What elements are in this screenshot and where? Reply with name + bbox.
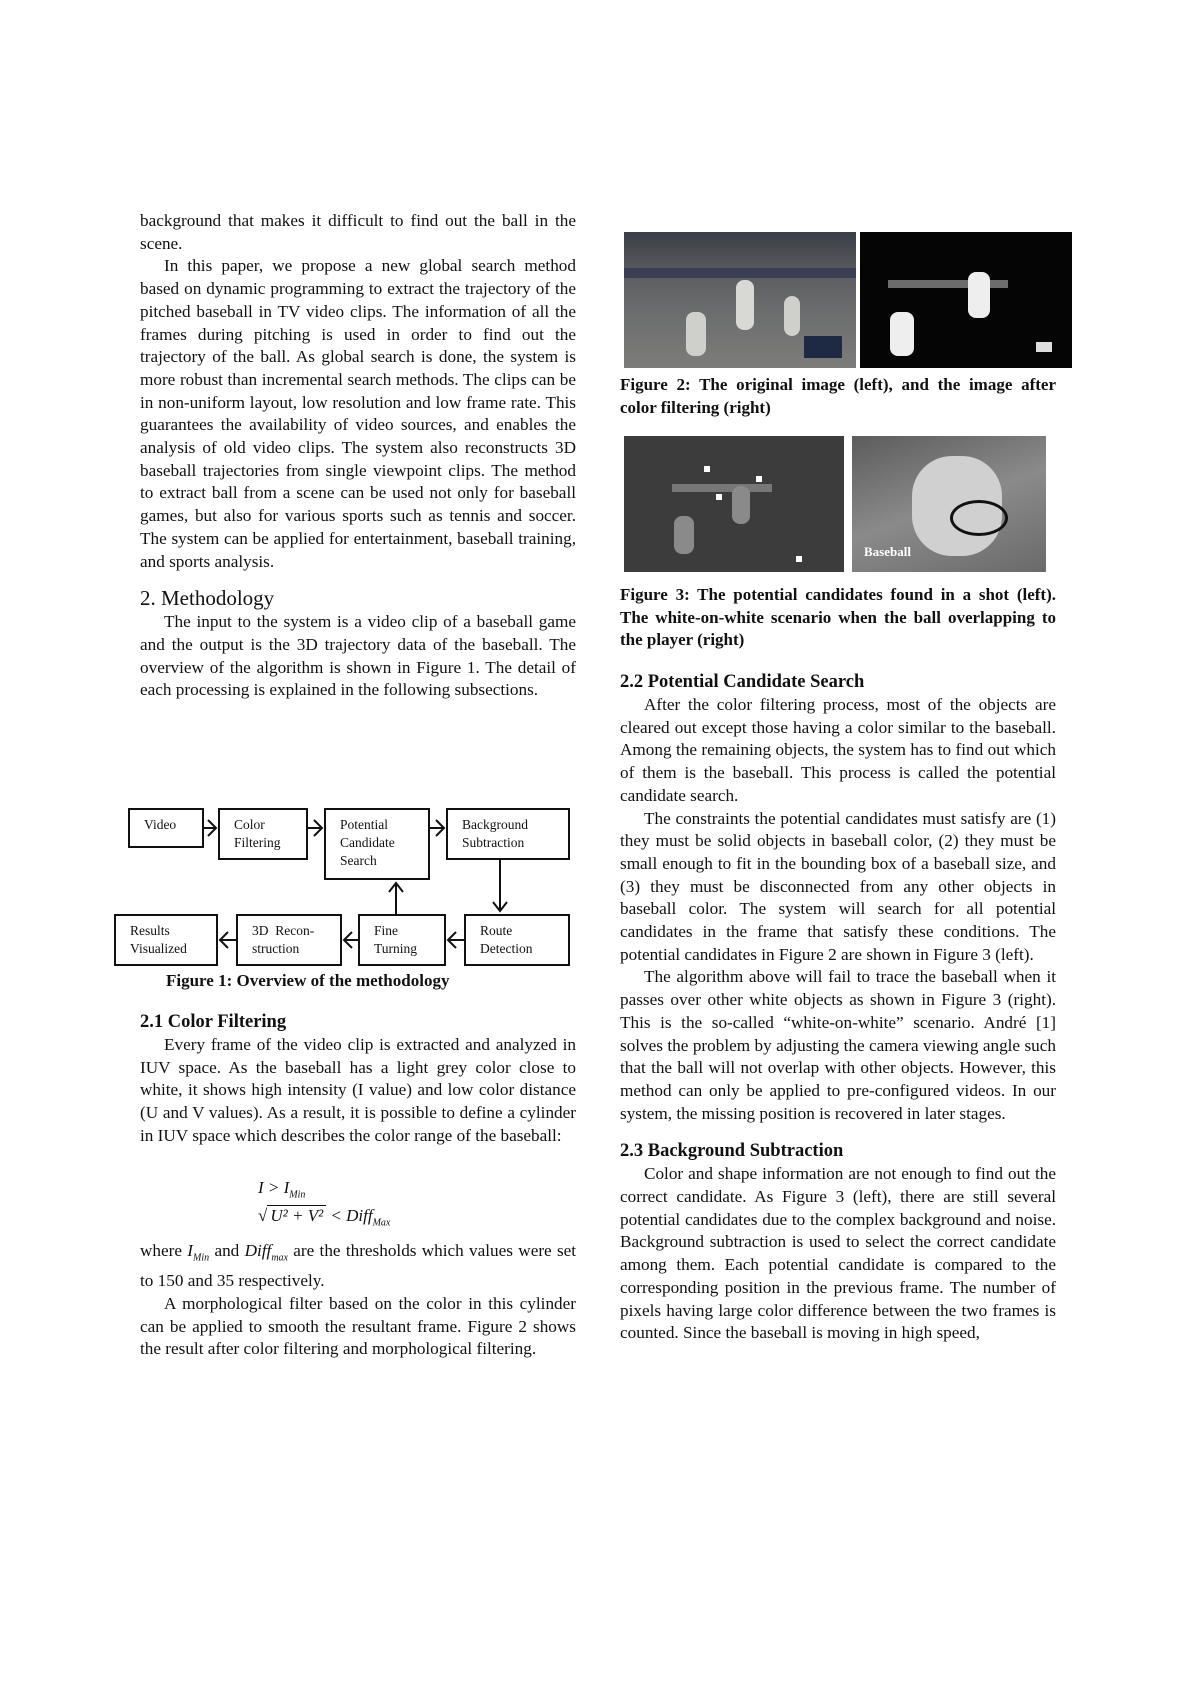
candidate-dot <box>704 466 710 472</box>
arrowhead <box>208 820 216 836</box>
pitcher-shape <box>736 280 754 330</box>
figure-3-caption: Figure 3: The potential candidates found in a shot (left). The white-on-white scenario when the ball overlapping to the player (right) <box>620 585 1056 650</box>
flow-box-video <box>128 808 204 848</box>
flow-label-video: Video <box>144 817 177 832</box>
flow-box-3d-reconstruction <box>236 914 342 966</box>
paragraph-proposal: In this paper, we propose a new global search method based on dynamic programming to extract the trajectory of the pitched baseball in TV video clips. The information of all the frames during pitching is used in order to find out the trajectory of the ball. As global search is done, the system is more robust than incremental search methods. The clips can be in non-uniform layout, low resolution and low frame rate. This guarantees the availability of video sources, and enables the analysis of old video clips. The system also reconstructs 3D baseball trajectories from single viewpoint clips. The method to extract ball from a scene can be used not only for baseball games, but also for various sports such as tennis and soccer. The system can be applied for entertainment, baseball training, and sports analysis. <box>140 256 576 571</box>
paragraph-candidate-2: The constraints the potential candidates must satisfy are (1) they must be solid objects in baseball color, (2) they must be small enough to fit in the bounding box of a baseball size, and (3) they must be disconnected from any other objects in baseball color. The system will search for all potential candidates in the frame that satisfy these conditions. The potential candidates in Figure 2 are shown in Figure 3 (left). <box>620 808 1056 964</box>
flow-label: 3D Recon- <box>252 923 315 938</box>
figure-2-caption: Figure 2: The original image (left), and the image after color filtering (right) <box>620 375 1056 417</box>
filtered-noise <box>1036 342 1052 352</box>
flow-label: Search <box>340 853 377 868</box>
flow-label: Filtering <box>234 835 281 850</box>
where-text: were set to 150 and 35 respectively. <box>140 1241 577 1291</box>
candidate-dot <box>716 494 722 500</box>
flow-label: Potential <box>340 817 388 832</box>
filtered-batter <box>890 312 914 356</box>
flow-box-background-subtraction <box>446 808 570 860</box>
figure-2-filtered-image <box>860 232 1072 368</box>
heading-background-subtraction: 2.3 Background Subtraction <box>620 1141 844 1162</box>
left-column-lower <box>140 1010 576 1148</box>
candidate-dot <box>796 556 802 562</box>
figure-3-white-on-white-image <box>852 436 1046 572</box>
paragraph-background: Color and shape information are not enough to find out the correct candidate. As Figure 3 (left), there are still several potential candidates due to the complex background and noise. Background subtraction is used to select the correct candidate among them. Each potential candidate is compared to the corresponding position in the previous frame. The number of pixels having large color difference between the two frames is counted. Since the baseball is moving in high speed, <box>620 1164 1056 1343</box>
flow-label: Color <box>234 817 265 832</box>
batter-shape <box>686 312 706 356</box>
flow-box-color-filtering <box>218 808 308 860</box>
eq-text: I > I <box>258 1178 290 1197</box>
paragraph-intro-end: background that makes it difficult to find out the ball in the scene. <box>140 211 576 253</box>
candidate-dot <box>756 476 762 482</box>
candidate-player <box>732 486 750 524</box>
flow-label: Turning <box>374 941 418 956</box>
flow-box-results-visualized <box>114 914 218 966</box>
flow-label: struction <box>252 941 300 956</box>
eq-text: < Diff <box>330 1206 373 1225</box>
flow-label: Background <box>462 817 528 832</box>
flow-box-fine-turning <box>358 914 446 966</box>
flow-box-route-detection <box>464 914 570 966</box>
left-column <box>140 210 576 702</box>
stadium-banner <box>624 268 856 278</box>
where-text: where <box>140 1241 182 1260</box>
filtered-pitcher <box>968 272 990 318</box>
figure-2-original-image <box>624 232 856 368</box>
figure-3-baseball-label: Baseball <box>864 544 911 559</box>
symbol-i: I <box>187 1241 194 1260</box>
paragraph-methodology: The input to the system is a video clip of a baseball game and the output is the 3D trajectory data of the baseball. The overview of the algorithm is shown in Figure 1. The detail of each processing is explained in the following subsections. <box>140 612 576 700</box>
flow-label: Fine <box>374 923 399 938</box>
candidate-banner <box>672 484 772 492</box>
arrowhead <box>314 820 322 836</box>
candidate-player <box>674 516 694 554</box>
figure-1-caption: Figure 1: Overview of the methodology <box>166 971 450 990</box>
symbol-sub: Min <box>193 1252 210 1264</box>
flow-label: Results <box>130 923 170 938</box>
symbol-sub: max <box>271 1252 288 1264</box>
flow-label: Route <box>480 923 513 938</box>
paragraph-candidate-3: The algorithm above will fail to trace the baseball when it passes over other white objects as shown in Figure 3 (right). This is the so-called “white-on-white” scenario. André [1] solves the problem by adjusting the camera viewing angle such that the ball will not overlap with other objects. However, this method can only be applied to pre-configured videos. In our system, the missing position is recovered in later stages. <box>620 967 1056 1123</box>
eq-sub: Max <box>372 1217 391 1229</box>
paragraph-candidate-1: After the color filtering process, most of the objects are cleared out except those having a color similar to the baseball. Among the remaining objects, the system has to find out which of them is the baseball. This process is called the potential candidate search. <box>620 695 1056 805</box>
arrowhead <box>493 902 507 911</box>
flow-box-potential-candidate <box>324 808 430 880</box>
flow-label: Visualized <box>130 941 187 956</box>
symbol-diff: Diff <box>244 1241 272 1260</box>
right-column <box>620 670 1056 1345</box>
sqrt-symbol: √ <box>258 1206 268 1225</box>
arrowhead <box>389 883 403 892</box>
equation-2 <box>258 1206 390 1228</box>
heading-candidate-search: 2.2 Potential Candidate Search <box>620 672 865 692</box>
arrowhead <box>220 932 228 948</box>
filtered-banner <box>888 280 1008 288</box>
heading-methodology: 2. Methodology <box>140 586 275 611</box>
arrowhead <box>344 932 352 948</box>
arrowhead <box>448 932 456 948</box>
figure-3-candidates-image <box>624 436 844 572</box>
heading-color-filtering: 2.1 Color Filtering <box>140 1012 287 1032</box>
where-text: and <box>214 1241 240 1260</box>
ball-highlight-circle <box>950 500 1008 536</box>
paragraph-color-filtering: Every frame of the video clip is extracted and analyzed in IUV space. As the baseball has a light grey color close to white, it shows high intensity (I value) and low color distance (U and V values). As a result, it is possible to define a cylinder in IUV space which describes the color range of the baseball: <box>140 1035 576 1145</box>
paragraph-morph: A morphological filter based on the color in this cylinder can be applied to smooth the resultant frame. Figure 2 shows the result after color filtering and morphological filtering. <box>140 1293 576 1359</box>
flow-label: Candidate <box>340 835 395 850</box>
where-text: are the thresholds which values <box>293 1241 513 1260</box>
eq-text: U² + V² <box>267 1205 326 1225</box>
eq-sub: Min <box>289 1189 306 1201</box>
equation-1 <box>258 1178 305 1200</box>
arrowhead <box>436 820 444 836</box>
paragraph-where <box>140 1240 576 1293</box>
catcher-shape <box>784 296 800 336</box>
score-box <box>804 336 842 358</box>
flow-label: Detection <box>480 941 533 956</box>
flow-label: Subtraction <box>462 835 525 850</box>
left-column-end <box>140 1240 576 1361</box>
